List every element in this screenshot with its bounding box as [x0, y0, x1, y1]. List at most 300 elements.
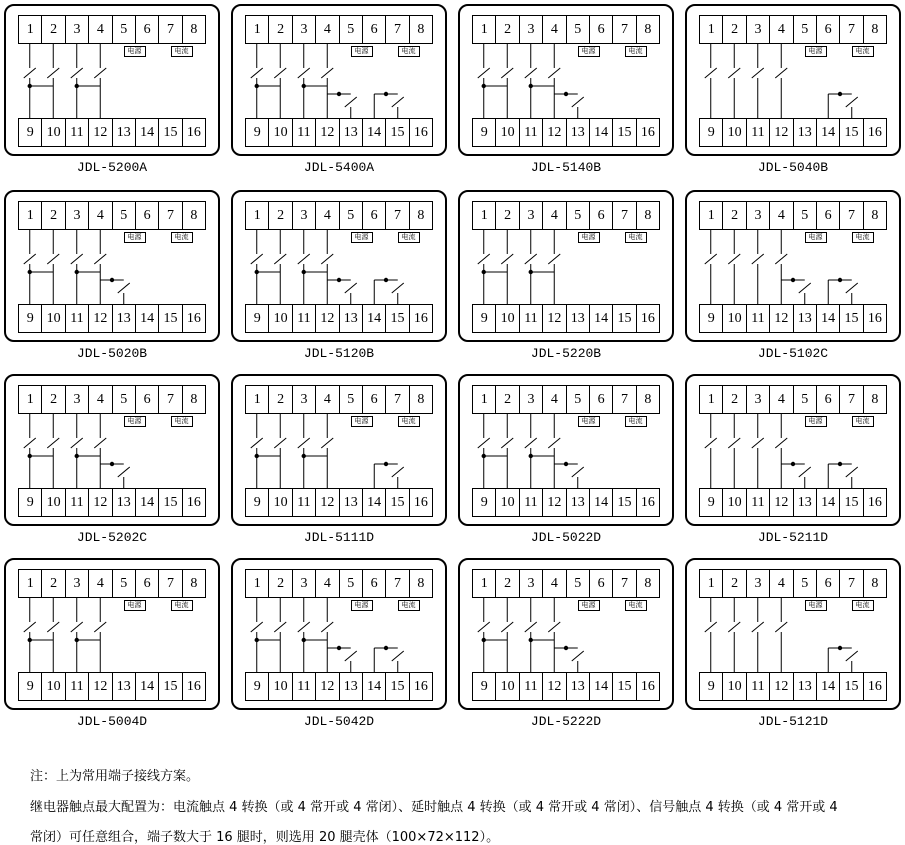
- terminal-cell: 8: [190, 575, 198, 591]
- terminal-cell: 3: [747, 386, 770, 413]
- terminal-cell: 5: [567, 570, 590, 597]
- terminal-cell: 16: [640, 678, 655, 694]
- terminal-cell: 10: [42, 305, 65, 332]
- terminal-cell: 8: [871, 391, 879, 407]
- model-caption: JDL-5222D: [530, 714, 602, 729]
- wiring-schematic: [460, 192, 676, 347]
- model-caption: JDL-5220B: [530, 346, 602, 361]
- terminal-cell: 9: [473, 305, 496, 332]
- terminal-cell: 7: [159, 16, 182, 43]
- power-tag: 电源: [805, 600, 827, 611]
- terminal-cell: 4: [543, 386, 566, 413]
- terminal-cell: 2: [496, 16, 519, 43]
- terminal-cell: 16: [413, 124, 428, 140]
- terminal-cell: 11: [520, 673, 543, 700]
- terminal-panel: [4, 374, 220, 526]
- terminal-cell: 6: [817, 386, 840, 413]
- terminal-cell: 9: [246, 673, 269, 700]
- terminal-cell: 11: [747, 489, 770, 516]
- terminal-cell: 12: [316, 489, 339, 516]
- terminal-cell: 1: [19, 16, 42, 43]
- current-tag: 电流: [398, 232, 420, 243]
- terminal-cell: 4: [543, 570, 566, 597]
- terminal-cell: 14: [817, 305, 840, 332]
- terminal-cell: 8: [871, 21, 879, 37]
- wiring-schematic: [6, 192, 222, 347]
- terminal-cell: 2: [269, 386, 292, 413]
- terminal-panel: [4, 558, 220, 710]
- current-tag: 电流: [625, 416, 647, 427]
- power-tag: 电源: [351, 46, 373, 57]
- current-tag: 电流: [171, 600, 193, 611]
- terminal-cell: 13: [113, 119, 136, 146]
- current-tag: 电流: [171, 416, 193, 427]
- model-caption: JDL-5020B: [76, 346, 148, 361]
- terminal-cell: 10: [496, 305, 519, 332]
- current-tag: 电流: [625, 232, 647, 243]
- terminal-cell: 1: [700, 386, 723, 413]
- power-tag: 电源: [124, 46, 146, 57]
- terminal-cell: 12: [770, 119, 793, 146]
- terminal-cell: 10: [269, 489, 292, 516]
- terminal-cell: 4: [316, 386, 339, 413]
- terminal-cell: 1: [246, 16, 269, 43]
- terminal-cell: 2: [496, 570, 519, 597]
- terminal-cell: 3: [747, 202, 770, 229]
- terminal-cell: 4: [89, 16, 112, 43]
- terminal-cell: 10: [723, 119, 746, 146]
- terminal-cell: 14: [590, 305, 613, 332]
- terminal-cell: 16: [867, 310, 882, 326]
- terminal-cell: 4: [89, 570, 112, 597]
- terminal-cell: 11: [66, 119, 89, 146]
- terminal-cell: 9: [473, 673, 496, 700]
- terminal-panel: [231, 558, 447, 710]
- terminal-cell: 2: [723, 570, 746, 597]
- terminal-cell: 9: [19, 673, 42, 700]
- terminal-cell: 9: [700, 673, 723, 700]
- terminal-panel: [685, 374, 901, 526]
- terminal-cell: 15: [840, 673, 863, 700]
- terminal-cell: 12: [770, 305, 793, 332]
- terminal-cell: 11: [293, 489, 316, 516]
- terminal-cell: 15: [613, 305, 636, 332]
- note-line-2: 继电器触点最大配置为：电流触点 4 转换（或 4 常开或 4 常闭）、延时触点 4 转换（或 4 常开或 4 常闭）、信号触点 4 转换（或 4 常开或 4: [30, 800, 838, 815]
- terminal-cell: 6: [363, 16, 386, 43]
- model-caption: JDL-5120B: [303, 346, 375, 361]
- terminal-cell: 10: [496, 489, 519, 516]
- power-tag: 电源: [124, 600, 146, 611]
- terminal-cell: 16: [186, 124, 201, 140]
- terminal-cell: 11: [747, 673, 770, 700]
- current-tag: 电流: [625, 46, 647, 57]
- current-tag: 电流: [625, 600, 647, 611]
- model-caption: JDL-5022D: [530, 530, 602, 545]
- terminal-cell: 3: [520, 570, 543, 597]
- model-caption: JDL-5140B: [530, 160, 602, 175]
- terminal-cell: 11: [66, 673, 89, 700]
- terminal-cell: 10: [723, 489, 746, 516]
- current-tag: 电流: [398, 600, 420, 611]
- terminal-cell: 12: [316, 673, 339, 700]
- terminal-cell: 6: [363, 570, 386, 597]
- wiring-schematic: [687, 192, 903, 347]
- terminal-cell: 14: [363, 119, 386, 146]
- terminal-cell: 11: [747, 305, 770, 332]
- terminal-cell: 5: [113, 570, 136, 597]
- terminal-cell: 14: [590, 673, 613, 700]
- terminal-cell: 10: [723, 673, 746, 700]
- terminal-cell: 11: [293, 305, 316, 332]
- terminal-cell: 3: [520, 386, 543, 413]
- terminal-cell: 2: [269, 16, 292, 43]
- wiring-schematic: [233, 192, 449, 347]
- power-tag: 电源: [351, 232, 373, 243]
- terminal-cell: 12: [770, 673, 793, 700]
- terminal-cell: 7: [840, 16, 863, 43]
- terminal-cell: 8: [871, 575, 879, 591]
- terminal-cell: 15: [840, 119, 863, 146]
- terminal-cell: 8: [644, 575, 652, 591]
- terminal-cell: 16: [413, 678, 428, 694]
- terminal-cell: 8: [190, 21, 198, 37]
- power-tag: 电源: [578, 416, 600, 427]
- terminal-cell: 2: [496, 386, 519, 413]
- terminal-cell: 13: [567, 673, 590, 700]
- terminal-cell: 3: [747, 16, 770, 43]
- terminal-cell: 9: [473, 119, 496, 146]
- terminal-panel: [4, 4, 220, 156]
- terminal-cell: 4: [770, 570, 793, 597]
- terminal-cell: 7: [386, 570, 409, 597]
- wiring-schematic: [233, 6, 449, 161]
- terminal-cell: 1: [700, 570, 723, 597]
- terminal-cell: 12: [543, 119, 566, 146]
- power-tag: 电源: [578, 232, 600, 243]
- terminal-cell: 7: [840, 386, 863, 413]
- terminal-cell: 8: [190, 207, 198, 223]
- terminal-cell: 13: [567, 119, 590, 146]
- terminal-cell: 10: [496, 119, 519, 146]
- power-tag: 电源: [805, 416, 827, 427]
- terminal-cell: 16: [413, 310, 428, 326]
- terminal-panel: [685, 4, 901, 156]
- terminal-cell: 3: [293, 16, 316, 43]
- terminal-cell: 9: [19, 119, 42, 146]
- power-tag: 电源: [578, 600, 600, 611]
- terminal-cell: 11: [66, 305, 89, 332]
- terminal-cell: 13: [794, 305, 817, 332]
- terminal-cell: 11: [520, 489, 543, 516]
- power-tag: 电源: [124, 416, 146, 427]
- terminal-cell: 15: [840, 305, 863, 332]
- terminal-cell: 12: [89, 305, 112, 332]
- terminal-cell: 6: [817, 202, 840, 229]
- terminal-cell: 10: [42, 489, 65, 516]
- terminal-cell: 5: [794, 570, 817, 597]
- terminal-cell: 15: [386, 673, 409, 700]
- terminal-cell: 9: [700, 119, 723, 146]
- terminal-cell: 15: [613, 119, 636, 146]
- terminal-cell: 16: [640, 310, 655, 326]
- model-caption: JDL-5200A: [76, 160, 148, 175]
- current-tag: 电流: [171, 232, 193, 243]
- model-caption: JDL-5004D: [76, 714, 148, 729]
- terminal-cell: 16: [186, 678, 201, 694]
- terminal-cell: 14: [817, 119, 840, 146]
- terminal-cell: 14: [590, 119, 613, 146]
- terminal-cell: 2: [269, 570, 292, 597]
- terminal-cell: 13: [113, 673, 136, 700]
- terminal-cell: 1: [473, 202, 496, 229]
- terminal-cell: 7: [159, 202, 182, 229]
- terminal-cell: 1: [700, 202, 723, 229]
- terminal-cell: 11: [520, 119, 543, 146]
- power-tag: 电源: [578, 46, 600, 57]
- terminal-cell: 9: [19, 305, 42, 332]
- terminal-cell: 8: [644, 21, 652, 37]
- terminal-cell: 5: [340, 16, 363, 43]
- terminal-cell: 16: [867, 494, 882, 510]
- terminal-cell: 7: [386, 16, 409, 43]
- terminal-cell: 15: [159, 305, 182, 332]
- terminal-cell: 2: [42, 202, 65, 229]
- terminal-cell: 13: [340, 489, 363, 516]
- terminal-cell: 13: [794, 673, 817, 700]
- terminal-cell: 7: [159, 386, 182, 413]
- wiring-schematic: [687, 6, 903, 161]
- terminal-cell: 1: [19, 202, 42, 229]
- terminal-cell: 4: [316, 570, 339, 597]
- terminal-cell: 14: [817, 673, 840, 700]
- current-tag: 电流: [852, 232, 874, 243]
- terminal-cell: 5: [113, 16, 136, 43]
- terminal-cell: 15: [386, 119, 409, 146]
- model-caption: JDL-5400A: [303, 160, 375, 175]
- terminal-cell: 5: [794, 16, 817, 43]
- terminal-cell: 8: [190, 391, 198, 407]
- terminal-cell: 1: [246, 386, 269, 413]
- terminal-cell: 2: [42, 16, 65, 43]
- current-tag: 电流: [852, 416, 874, 427]
- terminal-cell: 5: [567, 16, 590, 43]
- terminal-cell: 4: [316, 202, 339, 229]
- terminal-panel: [231, 374, 447, 526]
- terminal-cell: 9: [19, 489, 42, 516]
- terminal-cell: 8: [644, 207, 652, 223]
- terminal-cell: 14: [817, 489, 840, 516]
- terminal-cell: 8: [417, 207, 425, 223]
- terminal-cell: 7: [386, 386, 409, 413]
- terminal-cell: 7: [613, 202, 636, 229]
- terminal-cell: 3: [66, 386, 89, 413]
- terminal-cell: 9: [246, 489, 269, 516]
- model-caption: JDL-5040B: [757, 160, 829, 175]
- terminal-cell: 2: [42, 570, 65, 597]
- note-line-3: 常闭）可任意组合，端子数大于 16 腿时，则选用 20 腿壳体（100×72×112）。: [30, 830, 500, 845]
- power-tag: 电源: [351, 416, 373, 427]
- terminal-cell: 16: [186, 310, 201, 326]
- terminal-cell: 14: [363, 673, 386, 700]
- terminal-cell: 11: [293, 673, 316, 700]
- terminal-panel: [458, 374, 674, 526]
- terminal-cell: 5: [113, 202, 136, 229]
- terminal-cell: 13: [113, 305, 136, 332]
- power-tag: 电源: [805, 46, 827, 57]
- model-caption: JDL-5211D: [757, 530, 829, 545]
- terminal-cell: 7: [840, 202, 863, 229]
- terminal-cell: 6: [590, 386, 613, 413]
- note-line-1: 注：上为常用端子接线方案。: [30, 769, 200, 784]
- terminal-cell: 12: [770, 489, 793, 516]
- terminal-cell: 11: [520, 305, 543, 332]
- wiring-schematic: [6, 6, 222, 161]
- terminal-cell: 3: [293, 386, 316, 413]
- terminal-cell: 13: [794, 489, 817, 516]
- terminal-cell: 12: [316, 305, 339, 332]
- terminal-cell: 11: [293, 119, 316, 146]
- terminal-cell: 6: [363, 386, 386, 413]
- terminal-cell: 13: [567, 489, 590, 516]
- terminal-cell: 15: [386, 489, 409, 516]
- terminal-cell: 10: [496, 673, 519, 700]
- terminal-cell: 1: [473, 16, 496, 43]
- terminal-cell: 12: [543, 673, 566, 700]
- terminal-cell: 8: [644, 391, 652, 407]
- terminal-cell: 6: [817, 570, 840, 597]
- terminal-cell: 4: [89, 202, 112, 229]
- power-tag: 电源: [124, 232, 146, 243]
- current-tag: 电流: [852, 46, 874, 57]
- terminal-cell: 4: [770, 202, 793, 229]
- terminal-cell: 16: [413, 494, 428, 510]
- terminal-cell: 9: [700, 305, 723, 332]
- terminal-panel: [458, 190, 674, 342]
- terminal-cell: 1: [473, 570, 496, 597]
- model-caption: JDL-5202C: [76, 530, 148, 545]
- terminal-cell: 12: [543, 489, 566, 516]
- terminal-cell: 14: [363, 305, 386, 332]
- terminal-cell: 1: [246, 570, 269, 597]
- terminal-cell: 10: [269, 119, 292, 146]
- terminal-cell: 16: [186, 494, 201, 510]
- terminal-cell: 4: [543, 202, 566, 229]
- terminal-cell: 5: [340, 570, 363, 597]
- terminal-cell: 3: [520, 202, 543, 229]
- terminal-cell: 16: [640, 124, 655, 140]
- terminal-cell: 3: [293, 570, 316, 597]
- terminal-cell: 2: [723, 202, 746, 229]
- terminal-cell: 15: [159, 489, 182, 516]
- terminal-cell: 6: [590, 202, 613, 229]
- terminal-cell: 15: [613, 673, 636, 700]
- terminal-cell: 16: [867, 678, 882, 694]
- terminal-panel: [458, 4, 674, 156]
- model-caption: JDL-5121D: [757, 714, 829, 729]
- terminal-cell: 4: [89, 386, 112, 413]
- terminal-cell: 3: [520, 16, 543, 43]
- terminal-cell: 14: [136, 489, 159, 516]
- terminal-cell: 15: [159, 673, 182, 700]
- terminal-panel: [685, 558, 901, 710]
- terminal-cell: 9: [473, 489, 496, 516]
- terminal-cell: 7: [159, 570, 182, 597]
- terminal-cell: 5: [567, 202, 590, 229]
- power-tag: 电源: [805, 232, 827, 243]
- wiring-schematic: [687, 376, 903, 531]
- terminal-cell: 5: [567, 386, 590, 413]
- terminal-cell: 16: [640, 494, 655, 510]
- terminal-cell: 12: [89, 489, 112, 516]
- terminal-cell: 3: [293, 202, 316, 229]
- power-tag: 电源: [351, 600, 373, 611]
- terminal-cell: 2: [269, 202, 292, 229]
- wiring-schematic: [460, 560, 676, 715]
- model-caption: JDL-5111D: [303, 530, 375, 545]
- terminal-cell: 6: [136, 386, 159, 413]
- wiring-schematic: [687, 560, 903, 715]
- terminal-cell: 13: [567, 305, 590, 332]
- terminal-cell: 13: [340, 119, 363, 146]
- terminal-cell: 5: [794, 386, 817, 413]
- terminal-cell: 7: [386, 202, 409, 229]
- terminal-cell: 6: [136, 570, 159, 597]
- terminal-cell: 8: [417, 21, 425, 37]
- terminal-cell: 13: [113, 489, 136, 516]
- terminal-cell: 2: [723, 16, 746, 43]
- terminal-cell: 13: [340, 673, 363, 700]
- terminal-cell: 4: [316, 16, 339, 43]
- terminal-cell: 6: [136, 202, 159, 229]
- terminal-cell: 9: [700, 489, 723, 516]
- terminal-cell: 15: [386, 305, 409, 332]
- terminal-cell: 2: [496, 202, 519, 229]
- terminal-cell: 5: [340, 386, 363, 413]
- terminal-cell: 2: [42, 386, 65, 413]
- terminal-cell: 6: [363, 202, 386, 229]
- terminal-cell: 8: [417, 575, 425, 591]
- terminal-cell: 1: [19, 570, 42, 597]
- terminal-cell: 6: [136, 16, 159, 43]
- terminal-cell: 1: [19, 386, 42, 413]
- terminal-panel: [231, 4, 447, 156]
- terminal-cell: 14: [136, 673, 159, 700]
- terminal-cell: 10: [269, 673, 292, 700]
- terminal-cell: 3: [66, 202, 89, 229]
- terminal-cell: 16: [867, 124, 882, 140]
- terminal-cell: 12: [316, 119, 339, 146]
- terminal-cell: 3: [747, 570, 770, 597]
- terminal-cell: 5: [794, 202, 817, 229]
- model-caption: JDL-5102C: [757, 346, 829, 361]
- wiring-schematic: [6, 376, 222, 531]
- terminal-cell: 10: [42, 119, 65, 146]
- terminal-cell: 4: [770, 386, 793, 413]
- terminal-cell: 10: [723, 305, 746, 332]
- terminal-cell: 10: [42, 673, 65, 700]
- terminal-cell: 9: [246, 119, 269, 146]
- model-caption: JDL-5042D: [303, 714, 375, 729]
- terminal-cell: 11: [66, 489, 89, 516]
- terminal-cell: 6: [590, 16, 613, 43]
- terminal-panel: [4, 190, 220, 342]
- terminal-cell: 10: [269, 305, 292, 332]
- wiring-schematic: [233, 376, 449, 531]
- terminal-cell: 6: [817, 16, 840, 43]
- current-tag: 电流: [398, 416, 420, 427]
- terminal-cell: 15: [613, 489, 636, 516]
- terminal-cell: 6: [590, 570, 613, 597]
